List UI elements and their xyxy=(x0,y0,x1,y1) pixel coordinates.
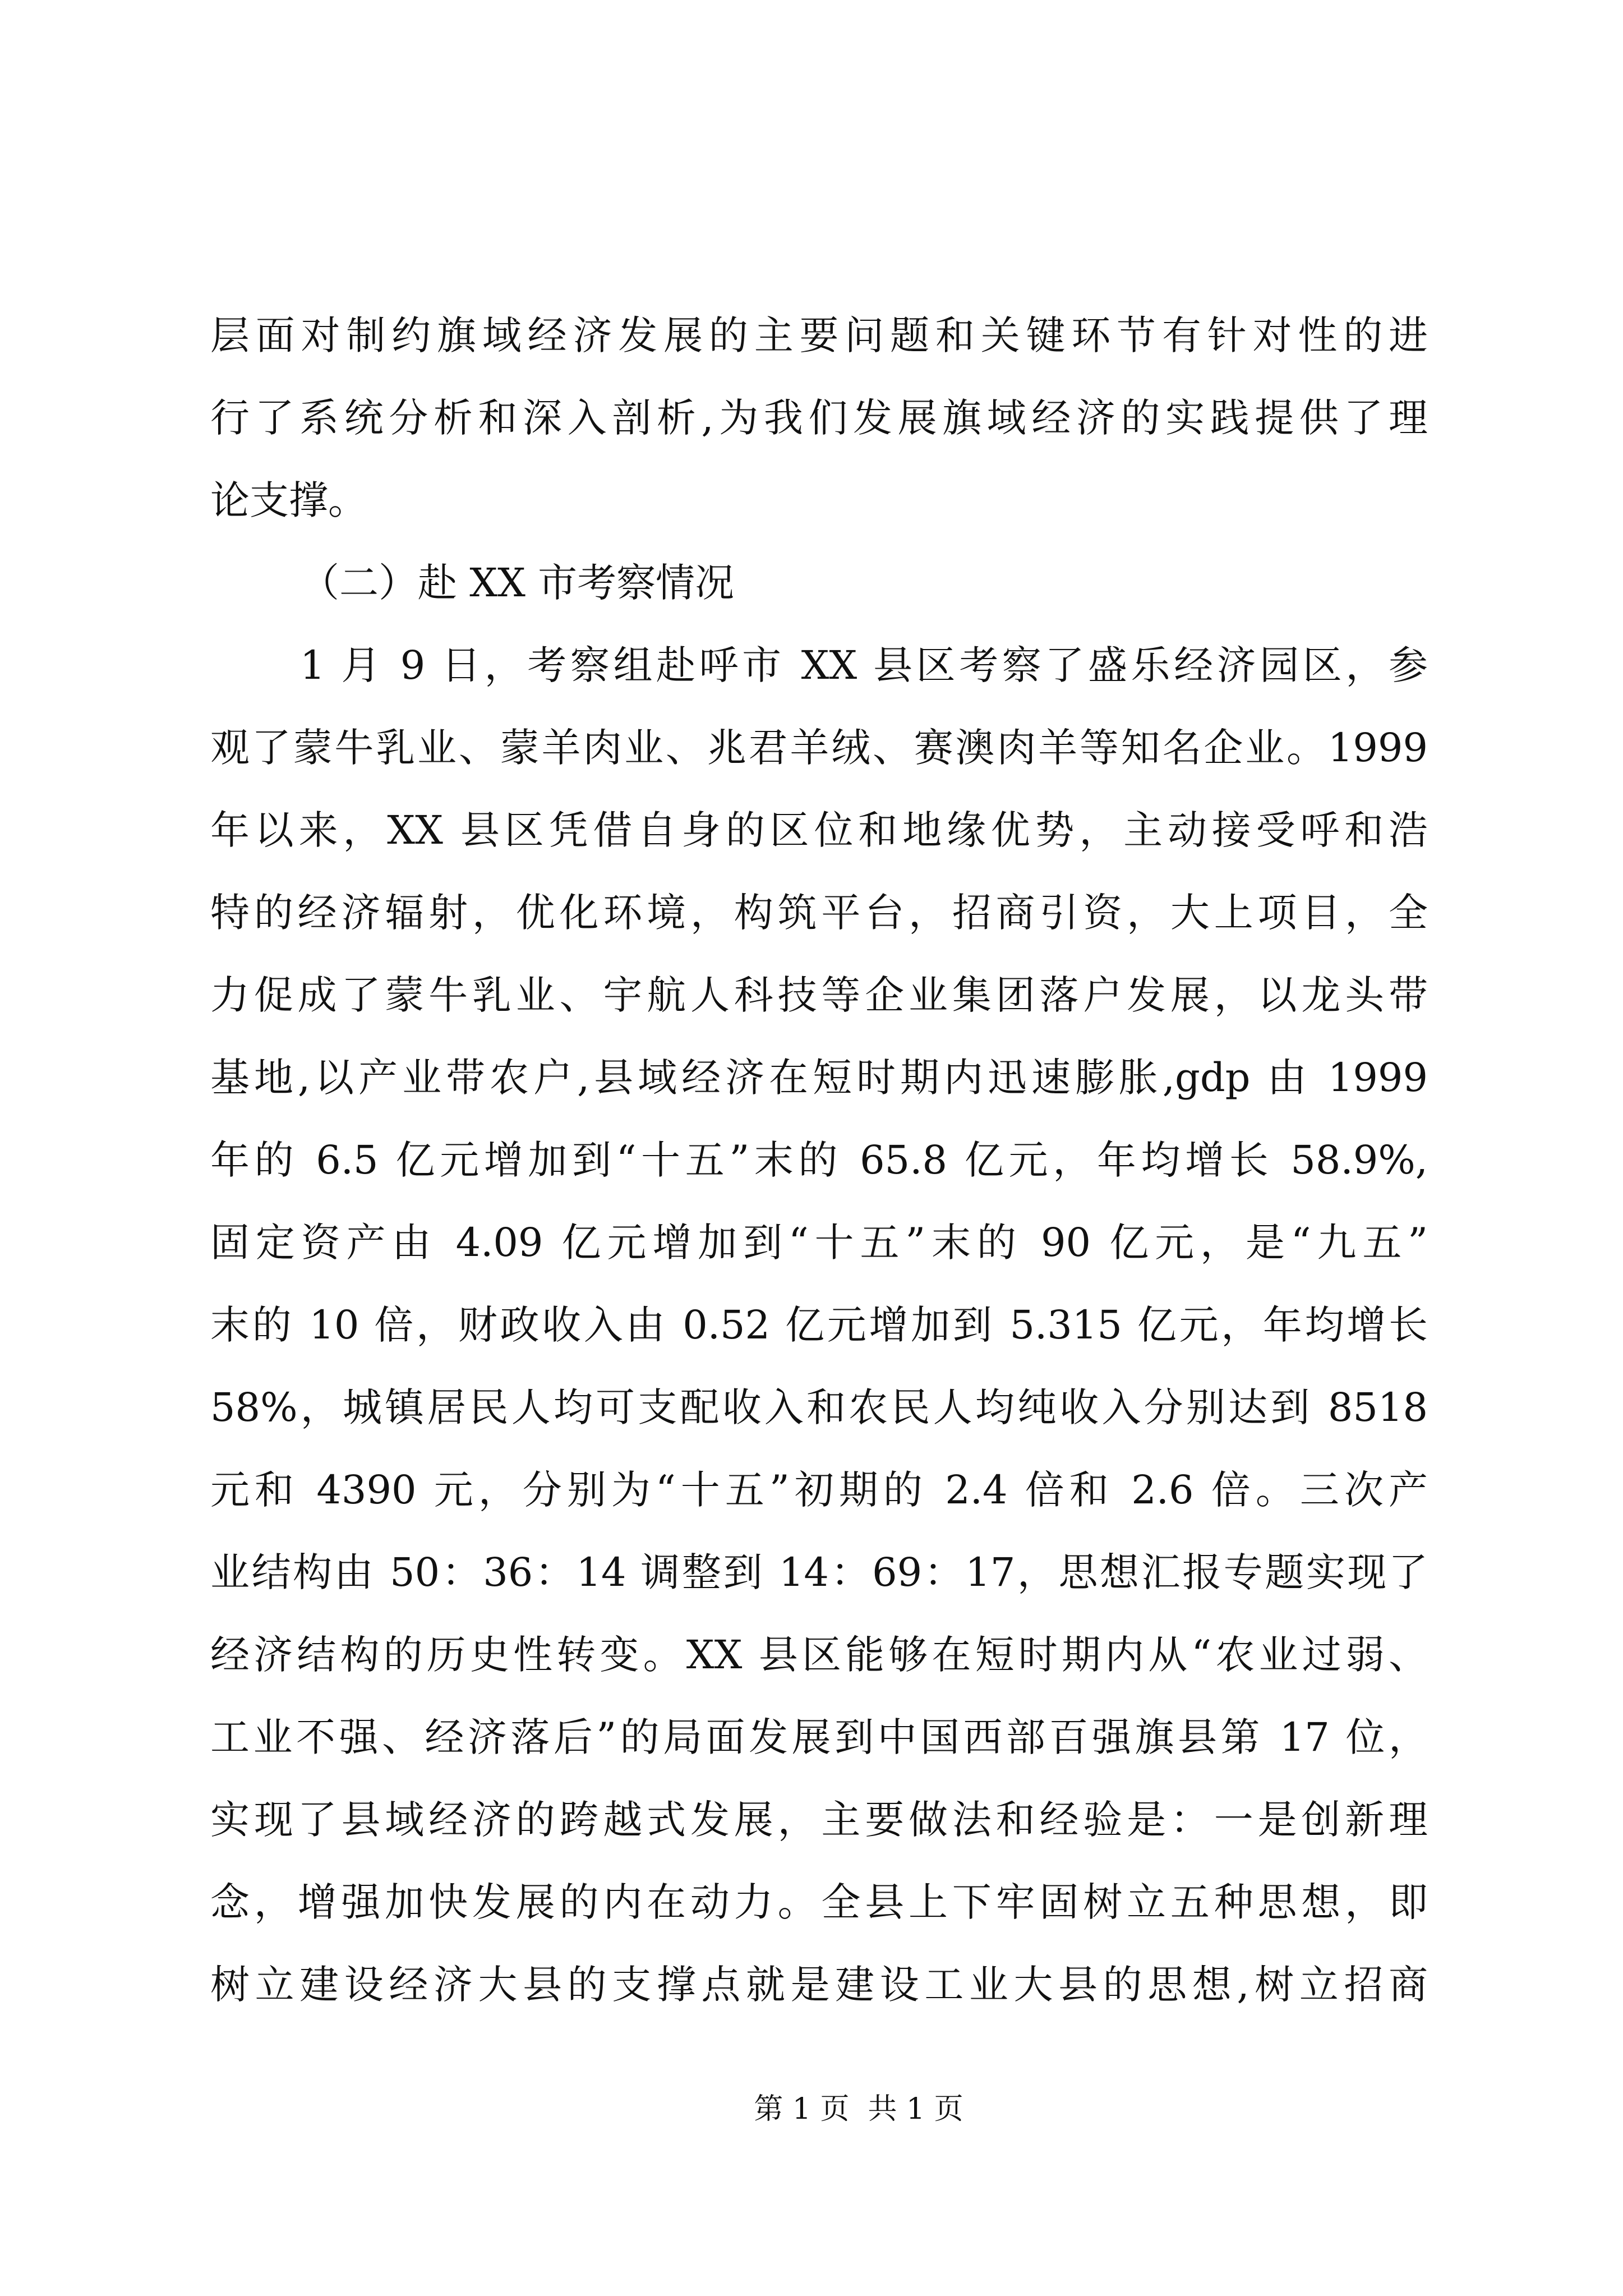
paragraph-line: 年以来，XX 县区凭借自身的区位和地缘优势，主动接受呼和浩 xyxy=(210,807,1428,853)
section-heading: （二）赴 XX 市考察情况 xyxy=(300,560,735,606)
page-number-footer: 第 1 页 共 1 页 xyxy=(754,2092,963,2126)
paragraph-line: 业结构由 50：36：14 调整到 14：69：17，思想汇报专题实现了 xyxy=(210,1549,1428,1595)
paragraph-line: 基地,以产业带农户,县域经济在短时期内迅速膨胀,gdp 由 1999 xyxy=(210,1055,1428,1101)
paragraph-line: 工业不强、经济落后”的局面发展到中国西部百强旗县第 17 位， xyxy=(210,1714,1428,1760)
paragraph-line: 特的经济辐射，优化环境，构筑平台，招商引资，大上项目，全 xyxy=(210,890,1428,936)
paragraph-line: 1 月 9 日，考察组赴呼市 XX 县区考察了盛乐经济园区，参 xyxy=(300,642,1428,688)
paragraph-line: 末的 10 倍，财政收入由 0.52 亿元增加到 5.315 亿元，年均增长 xyxy=(210,1302,1428,1348)
paragraph-line: 年的 6.5 亿元增加到“十五”末的 65.8 亿元，年均增长 58.9%, xyxy=(210,1137,1428,1183)
paragraph-line: 力促成了蒙牛乳业、宇航人科技等企业集团落户发展，以龙头带 xyxy=(210,972,1428,1018)
paragraph-line: 念，增强加快发展的内在动力。全县上下牢固树立五种思想，即 xyxy=(210,1879,1428,1925)
paragraph-line: 固定资产由 4.09 亿元增加到“十五”末的 90 亿元，是“九五” xyxy=(210,1220,1428,1266)
paragraph-line: 58%，城镇居民人均可支配收入和农民人均纯收入分别达到 8518 xyxy=(210,1384,1428,1430)
paragraph-line: 实现了县域经济的跨越式发展，主要做法和经验是：一是创新理 xyxy=(210,1797,1428,1843)
paragraph-line: 行了系统分析和深入剖析,为我们发展旗域经济的实践提供了理 xyxy=(210,395,1428,441)
paragraph-line: 元和 4390 元，分别为“十五”初期的 2.4 倍和 2.6 倍。三次产 xyxy=(210,1467,1428,1513)
paragraph-line: 树立建设经济大县的支撑点就是建设工业大县的思想,树立招商 xyxy=(210,1962,1428,2008)
paragraph-line: 观了蒙牛乳业、蒙羊肉业、兆君羊绒、赛澳肉羊等知名企业。1999 xyxy=(210,725,1428,771)
paragraph-line: 层面对制约旗域经济发展的主要问题和关键环节有针对性的进 xyxy=(210,312,1428,358)
document-body xyxy=(210,295,1428,2026)
paragraph-line: 经济结构的历史性转变。XX 县区能够在短时期内从“农业过弱、 xyxy=(210,1632,1428,1678)
paragraph-line: 论支撑。 xyxy=(210,477,367,523)
